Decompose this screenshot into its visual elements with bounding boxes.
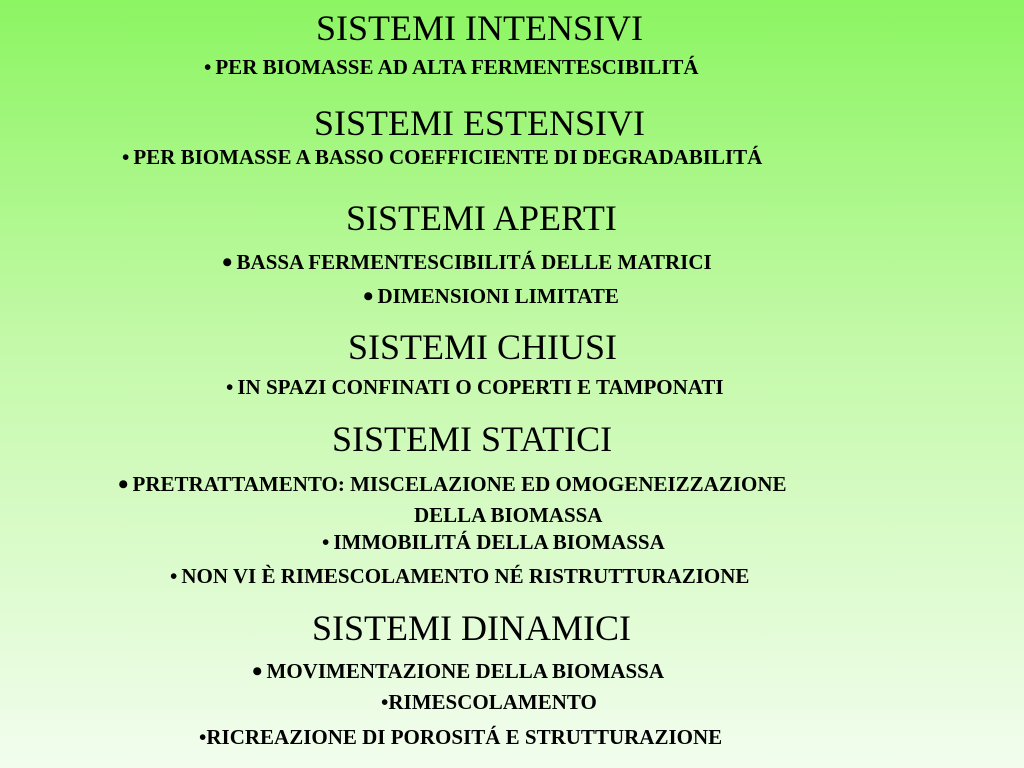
- bullet-icon: •: [170, 564, 178, 588]
- bullet-icon: •: [226, 375, 234, 399]
- bullet-text: MOVIMENTAZIONE DELLA BIOMASSA: [266, 659, 665, 683]
- bullet-icon: •: [252, 655, 263, 688]
- bullet-icon: •: [199, 725, 207, 749]
- bullet-icon: •: [122, 145, 130, 169]
- heading-sistemi-statici: SISTEMI STATICI: [332, 419, 613, 459]
- bullet-text: RICREAZIONE DI POROSITÁ E STRUTTURAZIONE: [206, 725, 723, 749]
- heading-sistemi-estensivi: SISTEMI ESTENSIVI: [314, 103, 645, 143]
- bullet-intensivi-1: [204, 57, 699, 78]
- bullet-text: PER BIOMASSE AD ALTA FERMENTESCIBILITÁ: [215, 55, 699, 79]
- bullet-statici-2: [322, 532, 665, 553]
- bullet-dinamici-3: [199, 727, 722, 748]
- heading-sistemi-aperti: SISTEMI APERTI: [346, 198, 617, 238]
- bullet-dinamici-1: [252, 657, 664, 687]
- bullet-icon: •: [381, 690, 389, 714]
- bullet-text: DIMENSIONI LIMITATE: [377, 284, 619, 308]
- bullet-text: BASSA FERMENTESCIBILITÁ DELLE MATRICI: [236, 250, 712, 274]
- bullet-text: PRETRATTAMENTO: MISCELAZIONE ED OMOGENEIZZAZIONE: [132, 472, 787, 496]
- heading-sistemi-dinamici: SISTEMI DINAMICI: [312, 608, 631, 648]
- bullet-statici-3: [170, 566, 749, 587]
- bullet-icon: •: [322, 530, 330, 554]
- bullet-text: RIMESCOLAMENTO: [388, 690, 597, 714]
- bullet-statici-1-cont: DELLA BIOMASSA: [414, 503, 603, 527]
- bullet-text: IMMOBILITÁ DELLA BIOMASSA: [333, 530, 665, 554]
- bullet-text: PER BIOMASSE A BASSO COEFFICIENTE DI DEGRADABILITÁ: [133, 145, 763, 169]
- bullet-dinamici-2: [381, 692, 597, 713]
- bullet-aperti-1: [222, 248, 712, 278]
- bullet-text: IN SPAZI CONFINATI O COPERTI E TAMPONATI: [237, 375, 724, 399]
- heading-sistemi-chiusi: SISTEMI CHIUSI: [348, 327, 618, 367]
- bullet-icon: •: [363, 280, 374, 313]
- bullet-estensivi-1: [122, 147, 762, 168]
- bullet-chiusi-1: [226, 377, 724, 398]
- bullet-icon: •: [118, 468, 129, 501]
- bullet-statici-1: [118, 470, 787, 500]
- heading-sistemi-intensivi: SISTEMI INTENSIVI: [316, 8, 643, 48]
- bullet-text: NON VI È RIMESCOLAMENTO NÉ RISTRUTTURAZIONE: [181, 564, 750, 588]
- bullet-icon: •: [204, 55, 212, 79]
- bullet-aperti-2: [363, 282, 619, 312]
- bullet-icon: •: [222, 246, 233, 279]
